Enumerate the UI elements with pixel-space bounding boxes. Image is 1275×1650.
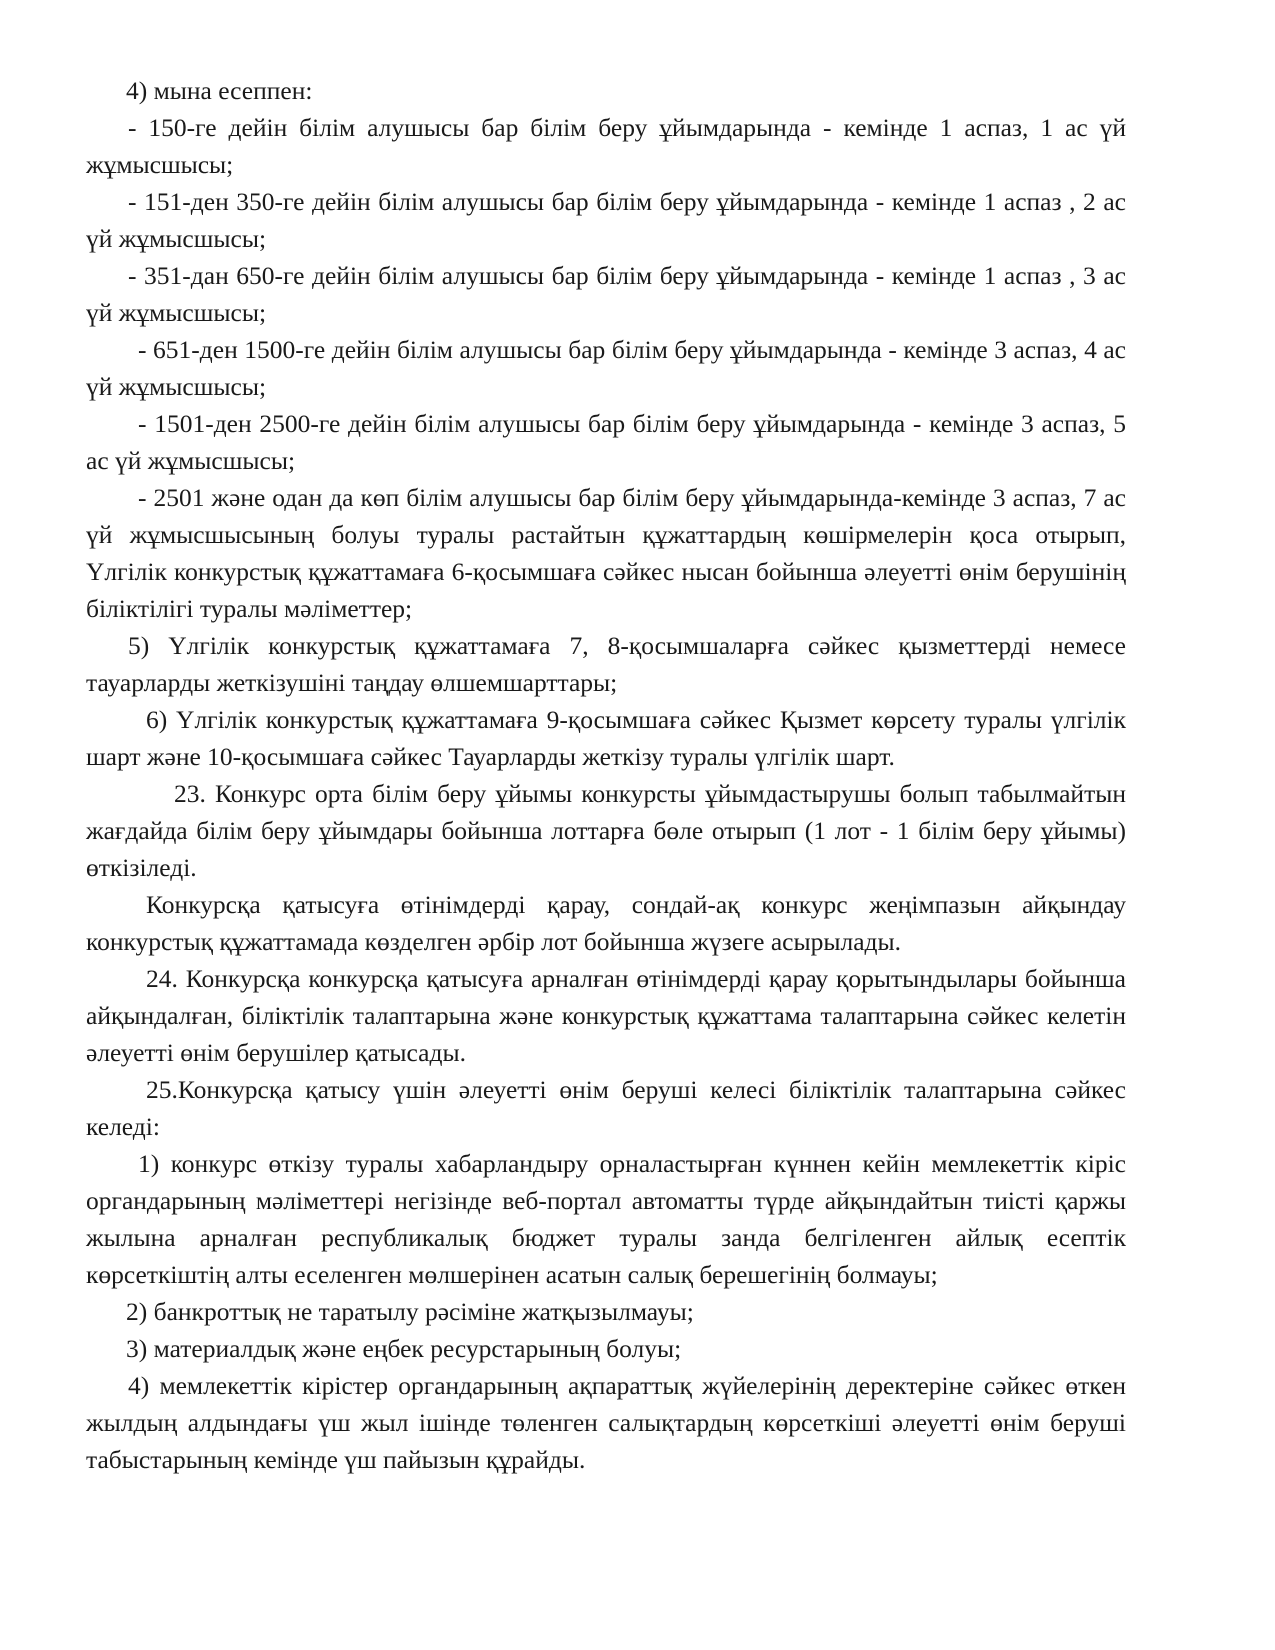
requirement-3: 3) материалдық және еңбек ресурстарының болуы; — [126, 1334, 682, 1363]
item-6: 6) Үлгілік конкурстық құжаттамаға 9-қосымшаға сәйкес Қызмет көрсету туралы үлгілік шарт және 10-қосымшаға сәйкес Тауарларды жеткізу туралы үлгілік шарт. — [86, 705, 1126, 771]
bullet-up-to-150: - 150-ге дейін білім алушысы бар білім беру ұйымдарында - кемінде 1 аспаз, 1 ас үй жұмысшысы; — [86, 113, 1126, 179]
section-23-continued: Конкурсқа қатысуға өтінімдерді қарау, сондай-ақ конкурс жеңімпазын айқындау конкурстық құжаттамада көзделген әрбір лот бойынша жүзеге асырылады. — [86, 890, 1126, 956]
bullet-151-350: - 151-ден 350-ге дейін білім алушысы бар білім беру ұйымдарында - кемінде 1 аспаз , 2 ас үй жұмысшысы; — [86, 187, 1126, 253]
item-5: 5) Үлгілік конкурстық құжаттамаға 7, 8-қосымшаларға сәйкес қызметтерді немесе тауарларды жеткізушіні таңдау өлшемшарттары; — [86, 631, 1126, 697]
section-23: 23. Конкурс орта білім беру ұйымы конкурсты ұйымдастырушы болып табылмайтын жағдайда білім беру ұйымдары бойынша лоттарға бөле отырып (1 лот - 1 білім беру ұйымы) өткізіледі. — [86, 779, 1126, 882]
requirement-1: 1) конкурс өткізу туралы хабарландыру орналастырған күннен кейін мемлекеттік кіріс органдарының мәліметтері негізінде веб-портал автоматты түрде айқындайтын тиісті қаржы жылына арналған республикалық бюджет туралы занда белгіленген айлық есептік көрсеткіштің алты еселенген мөлшерінен асатын салық берешегінің болмауы; — [86, 1149, 1126, 1289]
section-24: 24. Конкурсқа конкурсқа қатысуға арналған өтінімдерді қарау қорытындылары бойынша айқындалған, біліктілік талаптарына және конкурстық құжаттама талаптарына сәйкес келетін әлеуетті өнім берушілер қатысады. — [86, 964, 1126, 1067]
requirement-4: 4) мемлекеттік кірістер органдарының ақпараттық жүйелерінің деректеріне сәйкес өткен жылдың алдындағы үш жыл ішінде төленген салықтардың көрсеткіші әлеуетті өнім беруші табыстарының кемінде үш пайызын құрайды. — [86, 1371, 1126, 1474]
document-page — [86, 72, 1126, 1478]
item-4-heading: 4) мына есеппен: — [126, 76, 313, 105]
bullet-351-650: - 351-дан 650-ге дейін білім алушысы бар білім беру ұйымдарында - кемінде 1 аспаз , 3 ас үй жұмысшысы; — [86, 261, 1126, 327]
section-25: 25.Конкурсқа қатысу үшін әлеуетті өнім беруші келесі біліктілік талаптарына сәйкес келеді: — [86, 1075, 1126, 1141]
bullet-651-1500: - 651-ден 1500-ге дейін білім алушысы бар білім беру ұйымдарында - кемінде 3 аспаз, 4 ас үй жұмысшысы; — [86, 335, 1126, 401]
bullet-1501-2500: - 1501-ден 2500-ге дейін білім алушысы бар білім беру ұйымдарында - кемінде 3 аспаз, 5 ас үй жұмысшысы; — [86, 409, 1126, 475]
bullet-2501-plus: - 2501 және одан да көп білім алушысы бар білім беру ұйымдарында-кемінде 3 аспаз, 7 ас үй жұмысшысының болуы туралы растайтын құжаттардың көшірмелерін қоса отырып, Үлгілік конкурстық құжаттамаға 6-қосымшаға сәйкес нысан бойынша әлеуетті өнім берушінің біліктілігі туралы мәліметтер; — [86, 483, 1126, 623]
requirement-2: 2) банкроттық не таратылу рәсіміне жатқызылмауы; — [126, 1297, 694, 1326]
